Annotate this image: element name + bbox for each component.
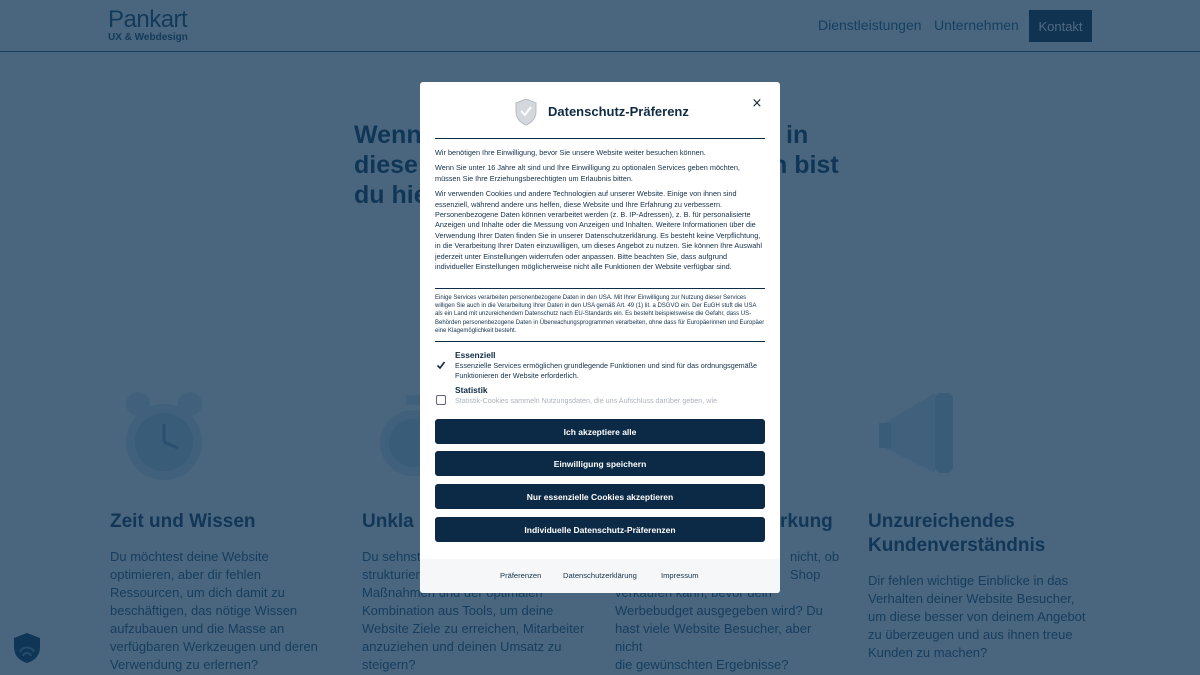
shield-check-icon (515, 98, 537, 126)
individual-preferences-button[interactable]: Individuelle Datenschutz-Präferenzen (435, 517, 765, 542)
service-group-statistik (435, 385, 765, 406)
divider (435, 288, 765, 289)
close-button[interactable]: × (749, 96, 765, 112)
service-group-essenziell (435, 350, 765, 381)
dialog-footer (420, 559, 780, 593)
footer-link-datenschutzerklaerung[interactable]: Datenschutzerklärung (563, 571, 637, 580)
footer-link-impressum[interactable]: Impressum (661, 571, 699, 580)
privacy-preference-dialog (420, 82, 780, 593)
save-consent-button[interactable]: Einwilligung speichern (435, 451, 765, 476)
accept-all-button[interactable]: Ich akzeptiere alle (435, 419, 765, 444)
service-groups (435, 350, 765, 407)
accept-essential-only-button[interactable]: Nur essenzielle Cookies akzeptieren (435, 484, 765, 509)
usa-data-notice: Einige Services verarbeiten personenbezogene Daten in den USA. Mit Ihrer Einwilligung zur Nutzung dieser Services willigen Sie auch in die Verarbeitung Ihrer Daten in den USA gemäß Art. 49 (1) lit. a DSGVO ein. Der EuGH stuft die USA als ein Land mit unzureichendem Datenschutz nach EU-Standards ein. Es besteht beispielsweise die Gefahr, dass US-Behörden personenbezogene Daten in Überwachungsprogrammen verarbeiten, ohne dass für Europäerinnen und Europäer eine Klagemöglichkeit besteht. (435, 295, 765, 334)
dialog-header (435, 96, 765, 138)
checkmark-icon[interactable] (436, 360, 446, 370)
dialog-title: Datenschutz-Präferenz (548, 104, 689, 119)
divider (435, 341, 765, 342)
consent-paragraph: Wir benötigen Ihre Einwilligung, bevor Sie unsere Website weiter besuchen können. (435, 148, 706, 157)
service-group-description: Essenzielle Services ermöglichen grundlegende Funktionen und sind für das ordnungsgemäße Funktionieren der Website erforderlich. (455, 361, 758, 380)
divider (435, 138, 765, 139)
statistik-checkbox[interactable] (436, 395, 446, 405)
consent-paragraph: Wir verwenden Cookies und andere Technologien auf unserer Website. Einige von ihnen sind essenziell, während andere uns helfen, diese Website und Ihre Erfahrung zu verbessern. Personenbezogene Daten können verarbeitet werden (z. B. IP-Adressen), z. B. für personalisierte Anzeigen und Inhalte oder die Messung von Anzeigen und Inhalten. Weitere Informationen über die Verwendung Ihrer Daten finden Sie in unserer Datenschutzerklärung. Es besteht keine Verpflichtung, in die Verarbeitung Ihrer Daten einzuwilligen, um dieses Angebot zu nutzen. Sie können Ihre Auswahl jederzeit unter Einstellungen widerrufen oder anpassen. Bitte beachten Sie, dass aufgrund individueller Einstellungen möglicherweise nicht alle Funktionen der Website verfügbar sind. (435, 189, 762, 272)
service-group-description: Statistik-Cookies sammeln Nutzungsdaten, die uns Aufschluss darüber geben, wie (455, 396, 718, 405)
service-group-title: Statistik (455, 385, 488, 395)
consent-paragraph: Wenn Sie unter 16 Jahre alt sind und Ihre Einwilligung zu optionalen Services geben möchten, müssen Sie Ihre Erziehungsberechtigten um Erlaubnis bitten. (435, 163, 740, 183)
footer-link-praeferenzen[interactable]: Präferenzen (500, 571, 542, 580)
service-group-title: Essenziell (455, 350, 496, 360)
